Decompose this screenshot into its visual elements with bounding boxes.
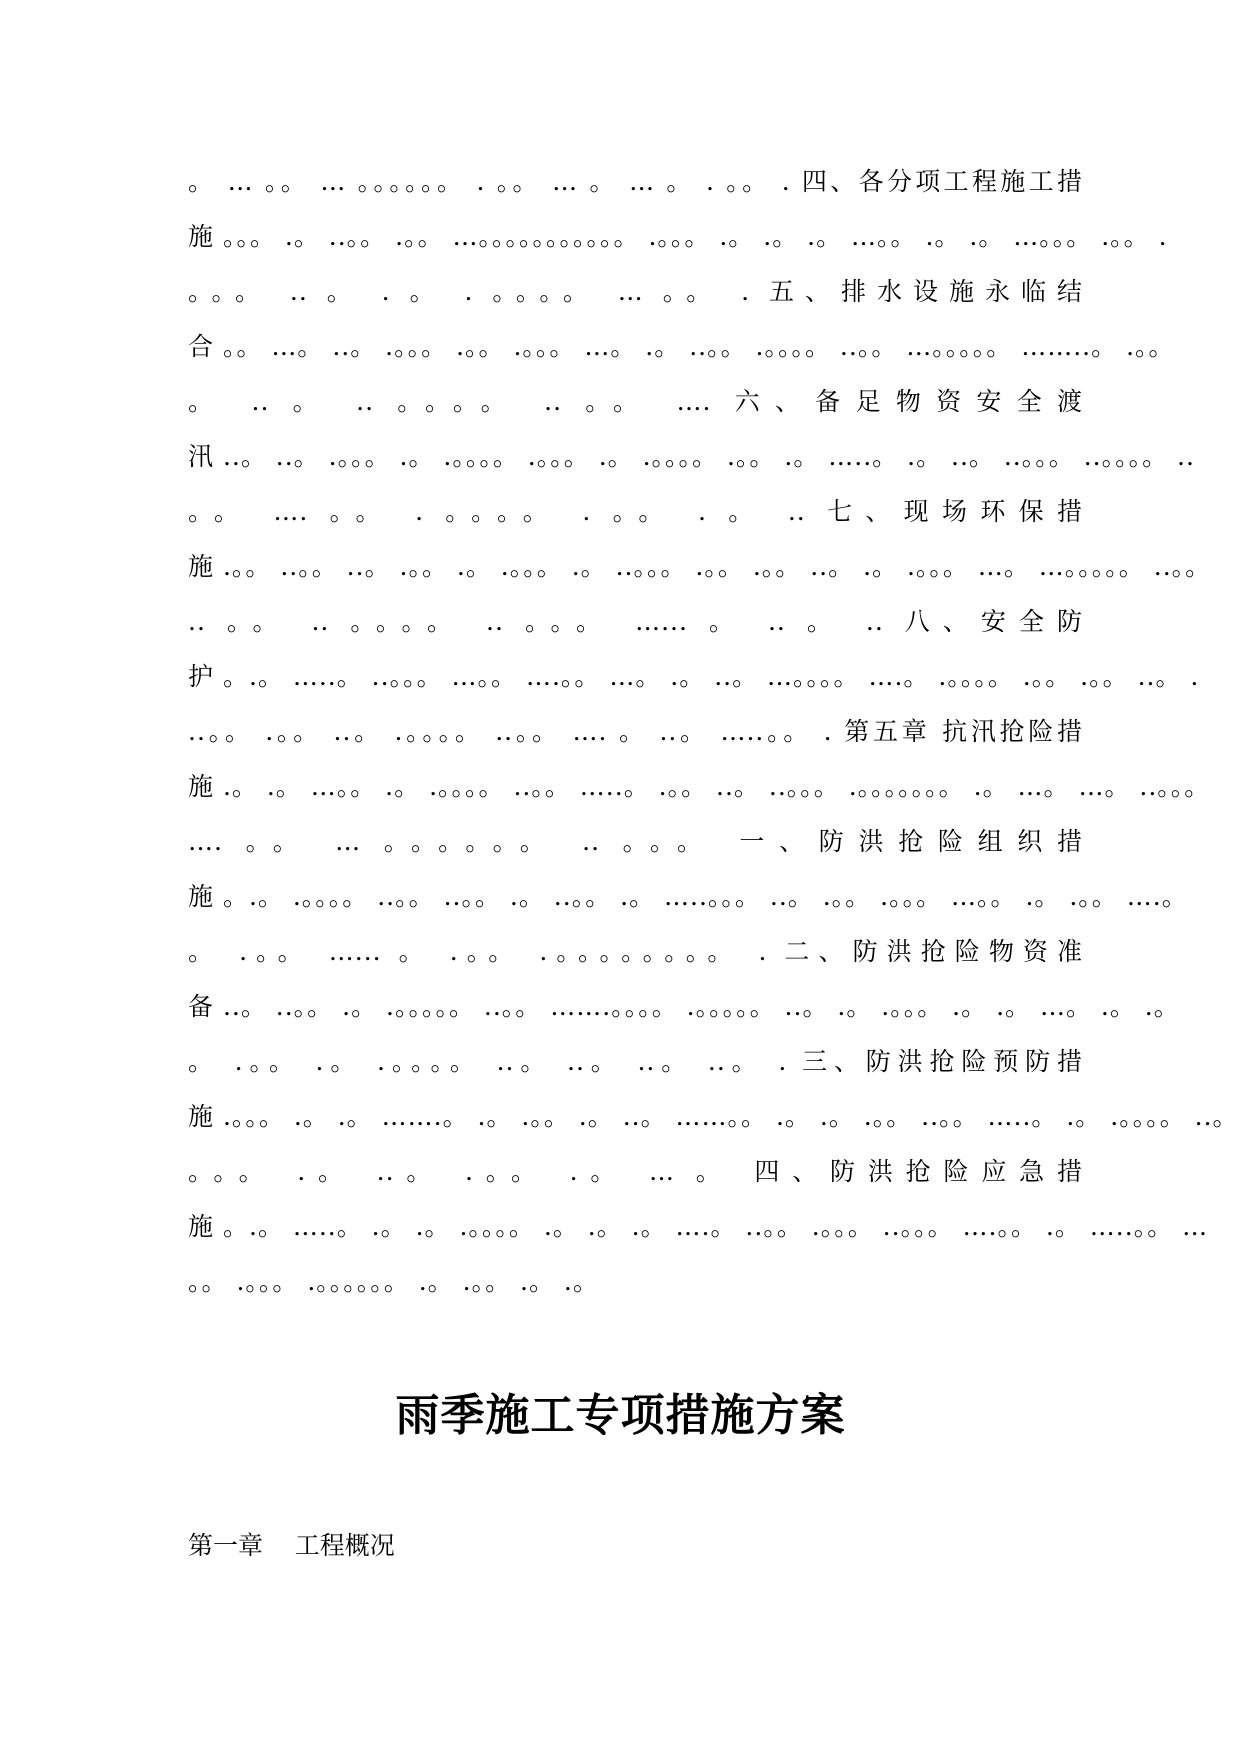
toc-line: 施 。.。 .。。。。 ..。。 ..。。 .。 ..。。 .。 …..。。。 ..。 .。。 .。。。 …。。 .。 .。。 ….。: [188, 882, 1188, 911]
toc-line: 。。。 .. 。 . 。 . 。。。。 … 。。 . 五、排水设施永临结: [188, 277, 1083, 306]
toc-line: 。。 .。。。 .。。。。。。 .。 .。。 .。 .。: [188, 1267, 599, 1296]
toc-line: 护 。.。 …..。 ..。。。 …。。 ….。。 …。 .。 ..。 …。。。。 ….。 .。。。。 .。。 .。。 ..。 .: [188, 662, 1200, 691]
document-title: 雨季施工专项措施方案: [395, 1390, 846, 1441]
toc-line: 。 … 。。 … 。。。。。。 . 。。 … 。 … 。 . 。。 . 四、各分项工程施工措: [188, 167, 1083, 196]
toc-line: .. 。。 .. 。。。。 .. 。。。 …... 。 .. 。 .. 八、安全防: [188, 607, 1083, 636]
toc-line: ..。。 .。。 ..。 .。。。。 ..。。 …. 。 ..。 …..。。 . 第五章 抗汛抢险措: [188, 717, 1083, 746]
toc-line: 。 .。。 .。 .。。。。 ..。 ..。 ..。 ..。 . 三、防洪抢险预防措: [188, 1047, 1083, 1076]
toc-line: 。 .。。 …... 。 .。。 .。。。。。。。。 . 二、防洪抢险物资准: [188, 937, 1083, 966]
chapter-heading: 第一章 工程概况: [188, 1531, 395, 1560]
toc-line: 。。。 .。 ..。 .。。 .。 … 。 四、防洪抢险应急措: [188, 1157, 1083, 1186]
toc-line: 备 ..。 ..。。 .。 .。。。。。 ..。。 …….。。。。 .。。。。。 ..。 .。 .。。。 .。 .。 …。 .。 .。: [188, 992, 1180, 1021]
toc-line: 施 。。。 .。 ..。。 .。。 …。。。。。。。。。。。 .。。。 .。 .。 .。 …。。 .。 .。 …。。。 .。。 .: [188, 222, 1168, 251]
toc-line: 合 。。 …。 ..。 .。。。 .。。 .。。。 …。 .。 ..。。 .。。。。 ..。。 …。。。。。 ……..。 .。。: [188, 332, 1175, 361]
toc-line: 施 .。 .。 …。。 .。 .。。。。 ..。。 …..。 .。。 ..。 ..。。。 .。。。。。。。 .。 …。 …。 ..。。。: [188, 772, 1211, 801]
toc-line: 施 。.。 …..。 .。 .。 .。。。。 .。 .。 .。 ….。 ..。。 .。。。 ..。。。 ….。。 .。 …..。。 …: [188, 1212, 1209, 1241]
toc-line: …. 。。 … 。。。。。。 .. 。。。 一、防洪抢险组织措: [188, 827, 1083, 856]
toc-line: 。。 …. 。。 . 。。。。 . 。。 . 。 .. 七、现场环保措: [188, 497, 1083, 526]
toc-line: 。 .. 。 .. 。。。。 .. 。。 …. 六、备足物资安全渡: [188, 387, 1083, 416]
toc-line: 汛 ..。 ..。 .。。。 .。 .。。。。 .。。。 .。 .。。。。 .。。 .。 …..。 .。 ..。 ..。。。 ..。。。。 ..: [188, 442, 1195, 471]
toc-line: 施 .。。。 .。 .。 …….。 .。 .。。 .。 ..。 ……。。 .。 .。 .。。 ..。。 …..。 .。 .。。。。 ..。: [188, 1102, 1239, 1131]
toc-line: 施 .。。 ..。。 ..。 .。。 .。 .。。。 .。 ..。。。 .。。 .。。 ..。 .。 .。。。 …。 …。。。。。 ..。。: [188, 552, 1212, 581]
